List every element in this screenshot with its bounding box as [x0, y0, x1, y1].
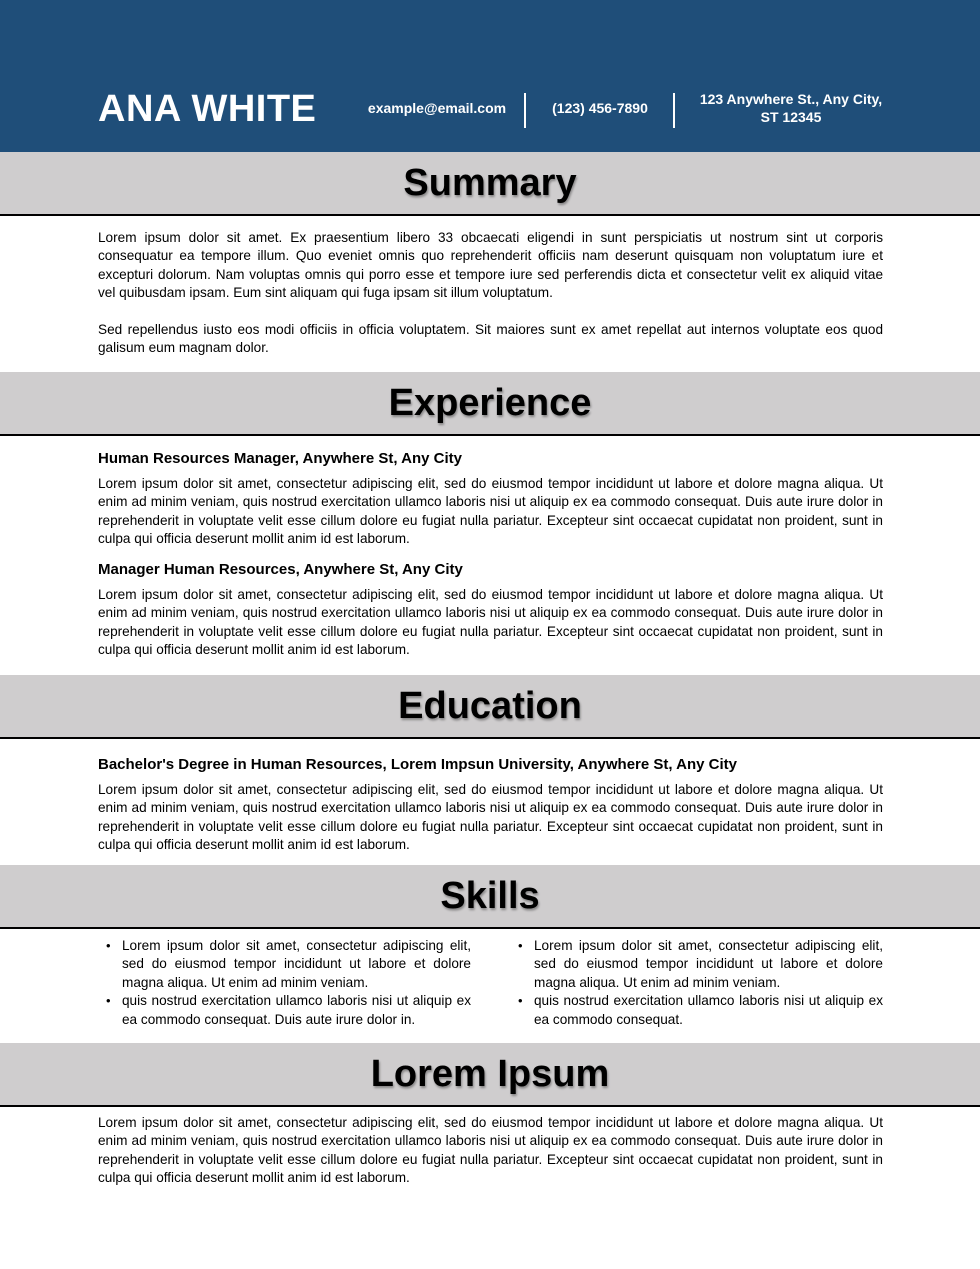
resume-header [0, 0, 980, 152]
lorem-ipsum-paragraph: Lorem ipsum dolor sit amet, consectetur adipiscing elit, sed do eiusmod tempor incididunt ut labore et dolore magna aliqua. Ut enim ad minim veniam, quis nostrud exercitation ullamco laboris nisi ut aliquip ex ea commodo consequat. Duis aute irure dolor in reprehenderit in voluptate velit esse cillum dolore eu fugiat nulla pariatur. Excepteur sint occaecat cupidatat non proident, sunt in culpa qui officia deserunt mollit anim id est laborum. [98, 1115, 883, 1186]
job-heading: Human Resources Manager, Anywhere St, Any City [98, 450, 462, 467]
bullet-icon: • [106, 993, 111, 1009]
address-line-2: ST 12345 [760, 109, 822, 125]
degree-heading: Bachelor's Degree in Human Resources, Lorem Impsun University, Anywhere St, Any City [98, 756, 738, 773]
skill-item [518, 937, 883, 992]
skill-text: quis nostrud exercitation ullamco laboris nisi ut aliquip ex ea commodo consequat. Duis aute irure dolor in. [122, 993, 471, 1027]
candidate-name: ANA WHITE [98, 88, 317, 130]
section-title: Lorem Ipsum [370, 1053, 610, 1095]
summary-paragraph-2: Sed repellendus iusto eos modi officiis in officia voluptatem. Sit maiores sunt ex amet repellat aut internos voluptate eos quod galisum eum magnam dolor. [98, 322, 883, 356]
bullet-icon: • [518, 993, 523, 1009]
bullet-icon: • [518, 938, 523, 953]
header-divider [524, 93, 526, 128]
contact-email: example@email.com [367, 100, 507, 116]
skill-item [518, 992, 883, 1029]
skill-text: quis nostrud exercitation ullamco laboris nisi ut aliquip ex ea commodo consequat. [534, 993, 883, 1027]
summary-paragraph-1: Lorem ipsum dolor sit amet. Ex praesentium libero 33 obcaecati eligendi in sunt perspiciatis ut nostrum sint ut corporis consequatur ea tempore illum. Quo eveniet omnis quo reprehenderit officiis nam deserunt quisquam non voluptatum iure et excepturi dolorum. Nam voluptas omnis qui porro esse et tempore iure sed perferendis dicta et consectetur velit ex aliquid vitae vel quibusdam ipsam. Eum sint aliquam qui fuga ipsam sit illum voluptatum. [98, 230, 883, 301]
skills-list-right [518, 937, 883, 1029]
job-heading: Manager Human Resources, Anywhere St, Any City [98, 561, 463, 578]
contact-phone: (123) 456-7890 [552, 100, 648, 116]
experience-section-header [0, 372, 980, 436]
bullet-icon: • [106, 938, 111, 953]
skill-text: Lorem ipsum dolor sit amet, consectetur adipiscing elit, sed do eiusmod tempor incididunt ut labore et dolore magna aliqua. Ut enim ad minim veniam. [122, 938, 471, 990]
section-title: Summary [403, 162, 577, 204]
contact-address [686, 90, 896, 126]
skill-item [106, 937, 471, 992]
job-description: Lorem ipsum dolor sit amet, consectetur adipiscing elit, sed do eiusmod tempor incididunt ut labore et dolore magna aliqua. Ut enim ad minim veniam, quis nostrud exercitation ullamco laboris nisi ut aliquip ex ea commodo consequat. Duis aute irure dolor in reprehenderit in voluptate velit esse cillum dolore eu fugiat nulla pariatur. Excepteur sint occaecat cupidatat non proident, sunt in culpa qui officia deserunt mollit anim id est laborum. [98, 587, 883, 658]
summary-section-header [0, 152, 980, 216]
section-title: Education [398, 685, 582, 727]
lorem-ipsum-section-header [0, 1043, 980, 1107]
section-title: Experience [388, 382, 592, 424]
skill-text: Lorem ipsum dolor sit amet, consectetur adipiscing elit, sed do eiusmod tempor incididunt ut labore et dolore magna aliqua. Ut enim ad minim veniam. [534, 938, 883, 990]
skill-item [106, 992, 471, 1029]
header-divider [673, 93, 675, 128]
education-section-header [0, 675, 980, 739]
skills-section-header [0, 865, 980, 929]
skills-list-left [106, 937, 471, 1029]
education-description: Lorem ipsum dolor sit amet, consectetur adipiscing elit, sed do eiusmod tempor incididunt ut labore et dolore magna aliqua. Ut enim ad minim veniam, quis nostrud exercitation ullamco laboris nisi ut aliquip ex ea commodo consequat. Duis aute irure dolor in reprehenderit in voluptate velit esse cillum dolore eu fugiat nulla pariatur. Excepteur sint occaecat cupidatat non proident, sunt in culpa qui officia deserunt mollit anim id est laborum. [98, 782, 883, 853]
job-description: Lorem ipsum dolor sit amet, consectetur adipiscing elit, sed do eiusmod tempor incididunt ut labore et dolore magna aliqua. Ut enim ad minim veniam, quis nostrud exercitation ullamco laboris nisi ut aliquip ex ea commodo consequat. Duis aute irure dolor in reprehenderit in voluptate velit esse cillum dolore eu fugiat nulla pariatur. Excepteur sint occaecat cupidatat non proident, sunt in culpa qui officia deserunt mollit anim id est laborum. [98, 476, 883, 547]
address-line-1: 123 Anywhere St., Any City, [699, 91, 883, 107]
section-title: Skills [440, 875, 540, 917]
